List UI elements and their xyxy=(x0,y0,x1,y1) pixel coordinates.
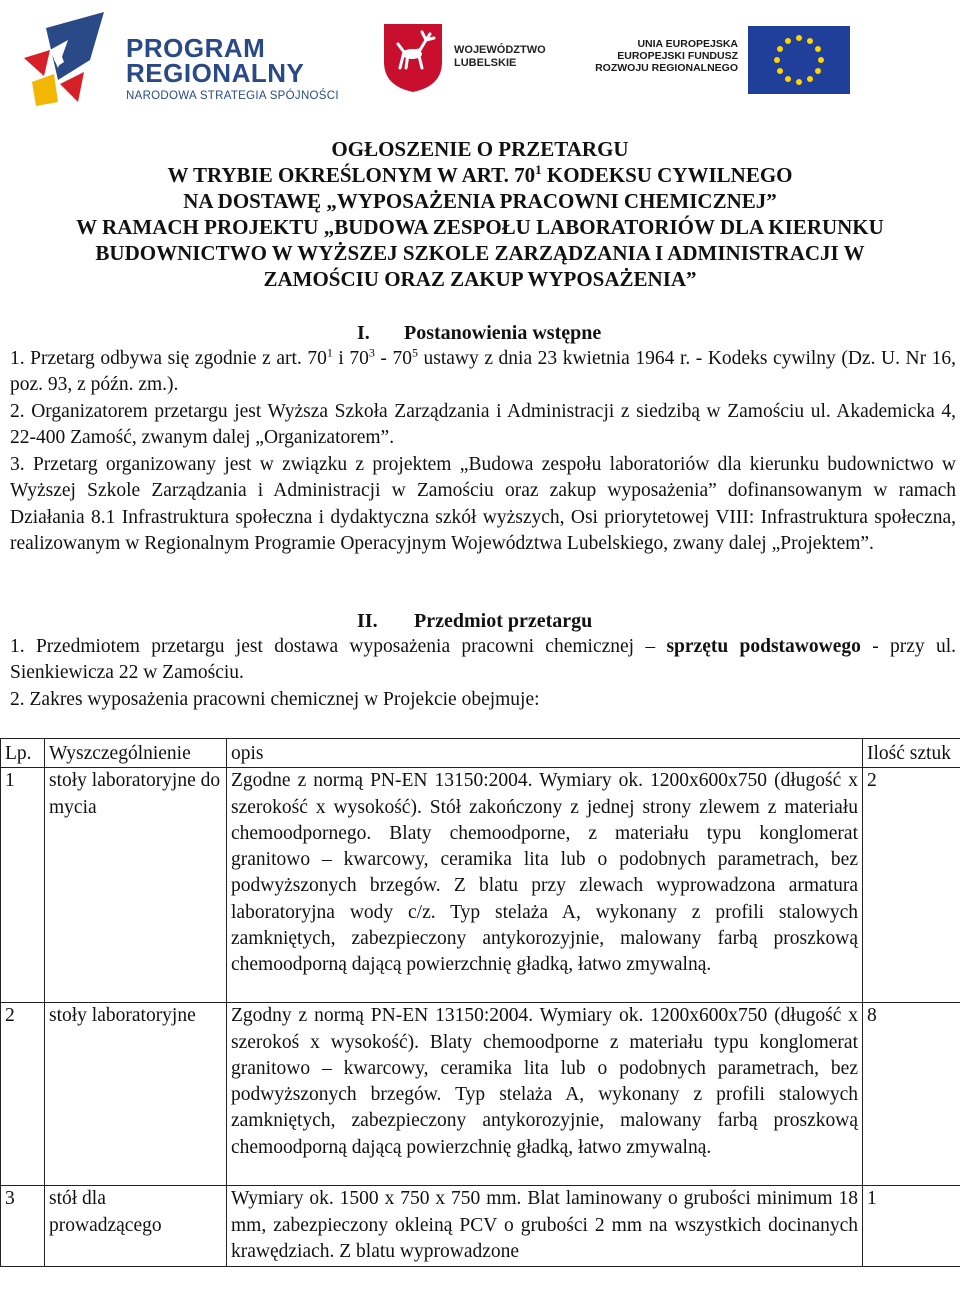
program-tagline: NARODOWA STRATEGIA SPÓJNOŚCI xyxy=(126,90,339,102)
lubelskie-line: LUBELSKIE xyxy=(454,57,517,69)
table-header-row xyxy=(1,739,960,768)
header-qty: Ilość sztuk xyxy=(863,739,960,768)
s2p1-text-b: - przy ul. Sienkiewicza 22 w Zamościu. xyxy=(10,636,957,684)
p1-sup-3: 5 xyxy=(411,345,418,360)
section-1-number: I. xyxy=(357,322,370,344)
row-lp: 2 xyxy=(1,1003,45,1186)
program-regionalny-mark-icon xyxy=(24,10,106,106)
table-row xyxy=(1,768,960,1003)
title-line-1: OGŁOSZENIE O PRZETARGU xyxy=(331,137,629,161)
s2p1-text-a: 1. Przedmiotem przetargu jest dostawa wyposażenia pracowni chemicznej – xyxy=(10,636,667,657)
title-line-5: BUDOWNICTWO W WYŻSZEJ SZKOLE ZARZĄDZANIA I ADMINISTRACJI W xyxy=(95,241,865,265)
lubelskie-logo xyxy=(382,22,562,102)
eu-line2: EUROPEJSKI FUNDUSZ xyxy=(617,50,738,62)
equipment-table xyxy=(0,738,960,1267)
row-qty: 8 xyxy=(863,1003,960,1186)
section-2-paragraph-1 xyxy=(10,634,956,687)
lubelskie-text xyxy=(454,44,546,70)
row-qty: 2 xyxy=(863,768,960,1003)
section-2-title: Przedmiot przetargu xyxy=(414,610,593,632)
header-lp: Lp. xyxy=(1,739,45,768)
row-lp: 1 xyxy=(1,768,45,1003)
logo-header xyxy=(0,0,960,120)
program-regionalny-logo xyxy=(18,6,348,110)
section-2-number: II. xyxy=(357,610,378,632)
p1-text-d: ustawy z dnia 23 kwietnia 1964 r. - Kodeks cywilny (Dz. U. Nr 16, poz. 93, z późn. zm.). xyxy=(10,348,957,396)
section-2-paragraph-2: 2. Zakres wyposażenia pracowni chemicznej w Projekcie obejmuje: xyxy=(10,689,540,710)
header-desc: opis xyxy=(227,739,863,768)
row-desc: Zgodny z normą PN-EN 13150:2004. Wymiary ok. 1200x600x750 (długość x szerokoś x wysokość). Blaty chemoodporne z materiału typu konglomerat granitowo – kwarcowy, ceramika lita lub o podobnych parametrach, bez podwyższonych brzegów. Typ stelaża A, wykonany z profili stalowych zamkniętych, zabezpieczony antykorozyjnie, malowany farbą proszkową chemoodporną dającą powierzchnię gładką, łatwo zmywalną. xyxy=(227,1003,863,1186)
title-line-3: NA DOSTAWĘ „WYPOSAŻENIA PRACOWNI CHEMICZNEJ” xyxy=(183,189,777,213)
lubelskie-deer-shield-icon xyxy=(382,22,444,94)
eu-fund-logo xyxy=(590,26,852,96)
p1-sup-1: 1 xyxy=(326,345,333,360)
eu-flag-icon xyxy=(748,26,850,94)
wojewodztwo-line: WOJEWÓDZTWO xyxy=(454,44,546,56)
title-line-2-sup: 1 xyxy=(535,162,542,177)
section-1-title: Postanowienia wstępne xyxy=(404,322,602,344)
row-item: stół dla prowadzącego xyxy=(45,1186,227,1267)
s2p1-bold: sprzętu podstawowego xyxy=(666,636,861,657)
section-1-heading xyxy=(357,320,601,346)
row-desc: Wymiary ok. 1500 x 750 x 750 mm. Blat laminowany o grubości minimum 18 mm, zabezpieczony okleiną PCV o grubości 2 mm na wszystkich docinanych krawędziach. Z blatu wyprowadzone xyxy=(227,1186,863,1267)
title-line-2-text: W TRYBIE OKREŚLONYM W ART. 70 xyxy=(167,163,536,187)
title-line-2-text-end: KODEKSU CYWILNEGO xyxy=(541,163,793,187)
program-line: PROGRAM xyxy=(126,33,266,63)
section-1-paragraph-3: 3. Przetarg organizowany jest w związku z projektem „Budowa zespołu laboratoriów dla kierunku budownictwo w Wyższej Szkole Zarządzania i Administracji w Zamościu oraz zakup wyposażenia” dofinansowanym w ramach Działania 8.1 Infrastruktura społeczna i dydaktyczna szkół wyższych, Osi priorytetowej VIII: Infrastruktura społeczna, realizowanym w Regionalnym Programie Operacyjnym Województwa Lubelskiego, zwany dalej „Projektem”. xyxy=(10,454,956,554)
p1-text-b: i 70 xyxy=(332,348,369,369)
title-line-4: W RAMACH PROJEKTU „BUDOWA ZESPOŁU LABORATORIÓW DLA KIERUNKU xyxy=(76,215,884,239)
p1-sup-2: 3 xyxy=(368,345,375,360)
eu-line1: UNIA EUROPEJSKA xyxy=(637,38,738,50)
p1-text-a: 1. Przetarg odbywa się zgodnie z art. 70 xyxy=(10,348,327,369)
table-row xyxy=(1,1186,960,1267)
row-item: stoły laboratoryjne xyxy=(45,1003,227,1186)
p1-text-c: - 70 xyxy=(374,348,412,369)
eu-fund-text xyxy=(590,38,738,74)
row-lp: 3 xyxy=(1,1186,45,1267)
section-2-heading xyxy=(357,608,592,634)
section-1-paragraph-1 xyxy=(10,346,956,399)
regionalny-line: REGIONALNY xyxy=(126,58,305,88)
title-line-6: ZAMOŚCIU ORAZ ZAKUP WYPOSAŻENIA” xyxy=(263,267,697,291)
title-line-2 xyxy=(20,162,940,188)
program-regionalny-wordmark xyxy=(126,33,305,88)
announcement-title xyxy=(20,136,940,292)
row-item: stoły laboratoryjne do mycia xyxy=(45,768,227,1003)
row-desc: Zgodne z normą PN-EN 13150:2004. Wymiary ok. 1200x600x750 (długość x szerokość x wysokość). Stół zakończony z jednej strony zlewem z materiału chemoodpornego. Blaty chemoodporne, z materiału typu konglomerat granitowo – kwarcowy, ceramika lita lub o podobnych parametrach, bez podwyższonych brzegów. Z blatu przy zlewach wyprowadzona armatura laboratoryjna wody c/z. Typ stelaża A, wykonany z profili stalowych zamkniętych, zabezpieczony antykorozyjnie, malowany farbą proszkową chemoodporną dającą powierzchnię gładką, łatwo zmywalną. xyxy=(227,768,863,1003)
eu-line3: ROZWOJU REGIONALNEGO xyxy=(595,62,738,74)
header-item: Wyszczególnienie xyxy=(45,739,227,768)
table-row xyxy=(1,1003,960,1186)
row-qty: 1 xyxy=(863,1186,960,1267)
section-1-paragraph-2: 2. Organizatorem przetargu jest Wyższa Szkoła Zarządzania i Administracji z siedzibą w Zamościu ul. Akademicka 4, 22-400 Zamość, zwanym dalej „Organizatorem”. xyxy=(10,401,956,449)
